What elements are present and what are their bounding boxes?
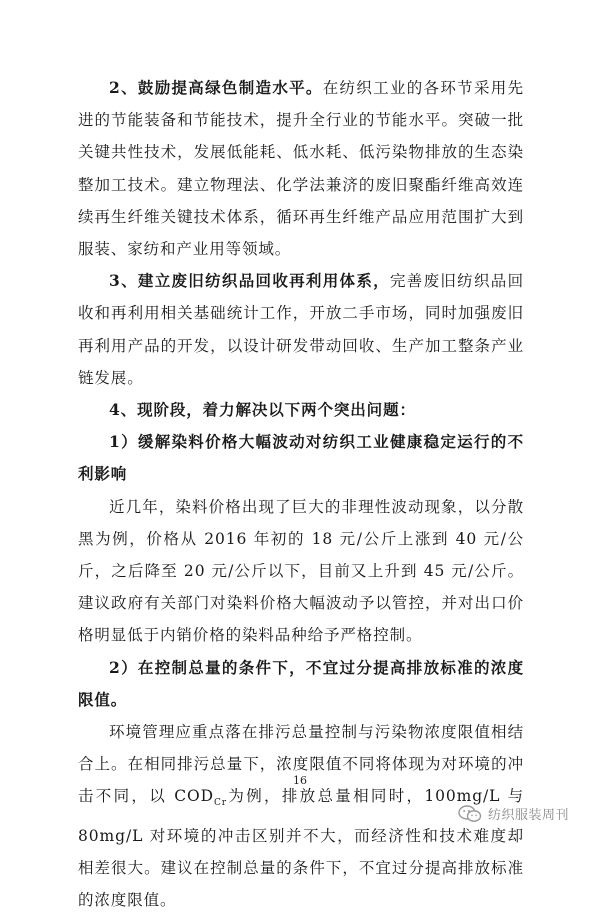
paragraph-text: 近几年，染料价格出现了巨大的非理性波动现象，以分散黑为例，价格从 2016 年初的 18 元/公斤上涨到 40 元/公斤，之后降至 20 元/公斤以下，目前又上升到 45 元/公斤。建议政府有关部门对染料价格大幅波动予以管控，并对出口价格明显低于内销价格的染料品种给予严格控制。: [78, 497, 524, 645]
page-number: 16: [293, 774, 307, 787]
paragraph-dye-price: [78, 491, 524, 652]
paragraph-text-continued: 为例，排放总量相同时，100mg/L 与 80mg/L 对环境的冲击区别并不大，而经济性和技术难度却相差很大。建议在控制总量的条件下，不宜过分提高排放标准的浓度限值。: [78, 787, 524, 910]
paragraph-recycling-system: [78, 265, 524, 394]
paragraph-text: 完善废旧纺织品回收和再利用相关基础统计工作，开放二手市场，同时加强废旧再利用产品的开发，以设计研发带动回收、生产加工整条产业链发展。: [78, 272, 524, 387]
subheading-text: 2）在控制总量的条件下，不宜过分提高排放标准的浓度限值。: [78, 657, 524, 709]
paragraph-heading: 3、建立废旧纺织品回收再利用体系，: [109, 271, 390, 291]
paragraph-current-issues: [78, 394, 524, 426]
watermark-label: 纺织服装周刊: [488, 808, 570, 823]
subscript: Cr: [214, 798, 227, 809]
subheading-dye-price: [78, 426, 524, 490]
document-body: [78, 72, 524, 916]
paragraph-text: 环境管理应重点落在排污总量控制与污染物浓度限值相结合上。在相同排污总量下，浓度限值不同将体现为对环境的冲击不同，以 COD: [78, 723, 524, 806]
paragraph-heading: 4、现阶段，着力解决以下两个突出问题：: [109, 400, 416, 420]
wechat-icon: [458, 805, 482, 823]
subheading-emission-limit: [78, 652, 524, 716]
paragraph-heading: 2、鼓励提高绿色制造水平。: [109, 78, 323, 97]
subheading-text: 1）缓解染料价格大幅波动对纺织工业健康稳定运行的不利影响: [78, 432, 524, 484]
paragraph-text: 在纺织工业的各环节采用先进的节能装备和节能技术，提升全行业的节能水平。突破一批关键共性技术，发展低能耗、低水耗、低污染物排放的生态染整加工技术。建立物理法、化学法兼济的废旧聚酯纤维高效连续再生纤维关键技术体系，循环再生纤维产品应用范围扩大到服装、家纺和产业用等领域。: [78, 79, 524, 259]
watermark: [458, 804, 569, 823]
paragraph-green-manufacturing: [78, 72, 524, 265]
